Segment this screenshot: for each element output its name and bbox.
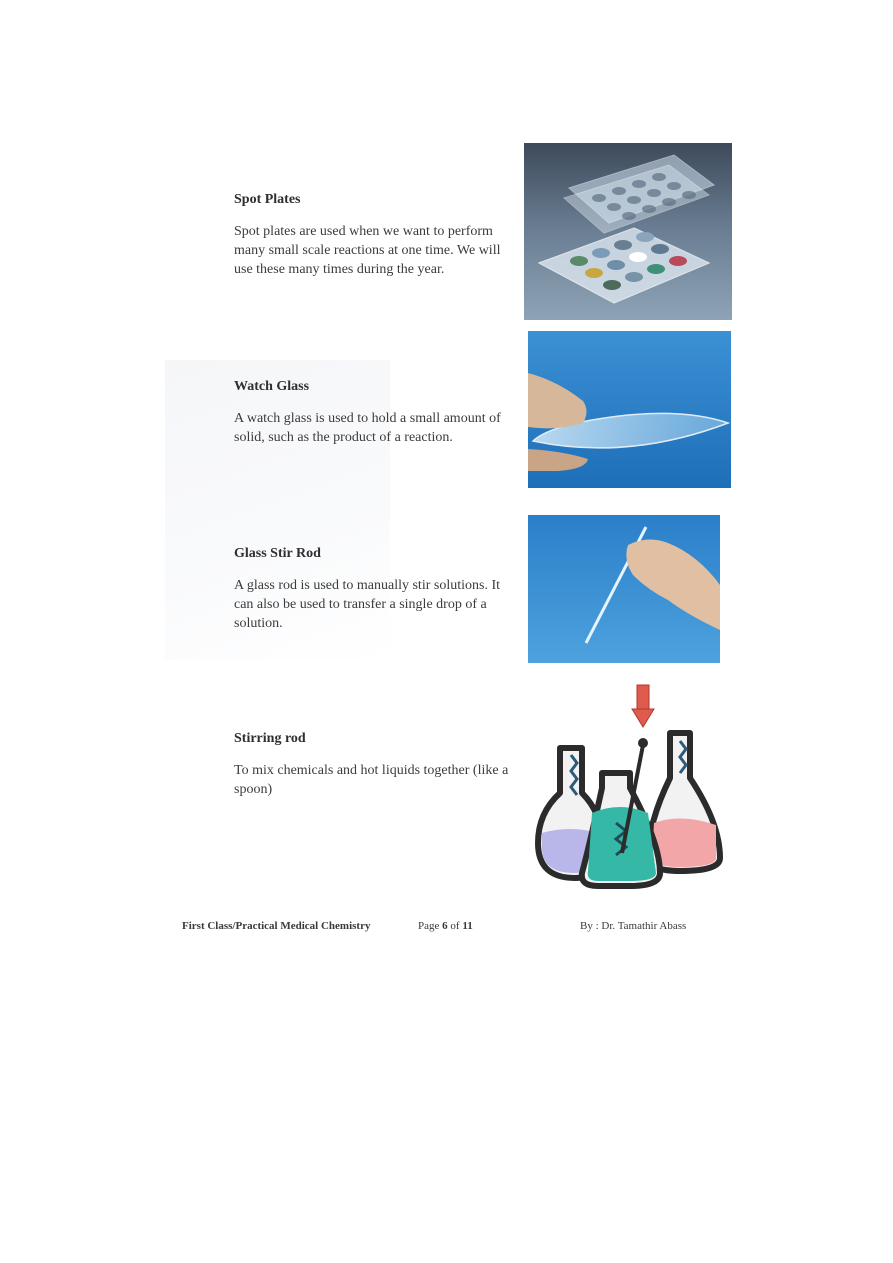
footer-page-number — [418, 920, 473, 932]
watch-glass-photo — [528, 331, 731, 488]
section-watch-glass — [234, 379, 522, 447]
section-title: Stirring rod — [234, 731, 306, 746]
page-current: 6 — [442, 920, 448, 932]
page-of: of — [447, 920, 463, 932]
glass-stir-rod-photo — [528, 515, 720, 663]
arrow-down-icon — [632, 685, 654, 727]
section-spot-plates — [234, 192, 522, 279]
section-stirring-rod — [234, 731, 522, 799]
footer-author: By : Dr. Tamathir Abass — [580, 920, 687, 932]
footer-course: First Class/Practical Medical Chemistry — [182, 920, 371, 932]
section-title: Glass Stir Rod — [234, 546, 321, 561]
section-title: Watch Glass — [234, 379, 310, 394]
section-body: To mix chemicals and hot liquids together (like a spoon) — [234, 763, 509, 797]
flasks-clipart — [530, 683, 730, 893]
section-body: A watch glass is used to hold a small amount of solid, such as the product of a reaction. — [234, 411, 501, 445]
spot-plates-photo — [524, 143, 732, 320]
section-body: A glass rod is used to manually stir solutions. It can also be used to transfer a single drop of a solution. — [234, 578, 500, 631]
section-body: Spot plates are used when we want to perform many small scale reactions at one time. We will use these many times during the year. — [234, 224, 501, 277]
page-total: 11 — [462, 920, 473, 932]
section-title: Spot Plates — [234, 192, 301, 207]
section-glass-stir-rod — [234, 546, 522, 633]
page-prefix: Page — [418, 920, 443, 932]
